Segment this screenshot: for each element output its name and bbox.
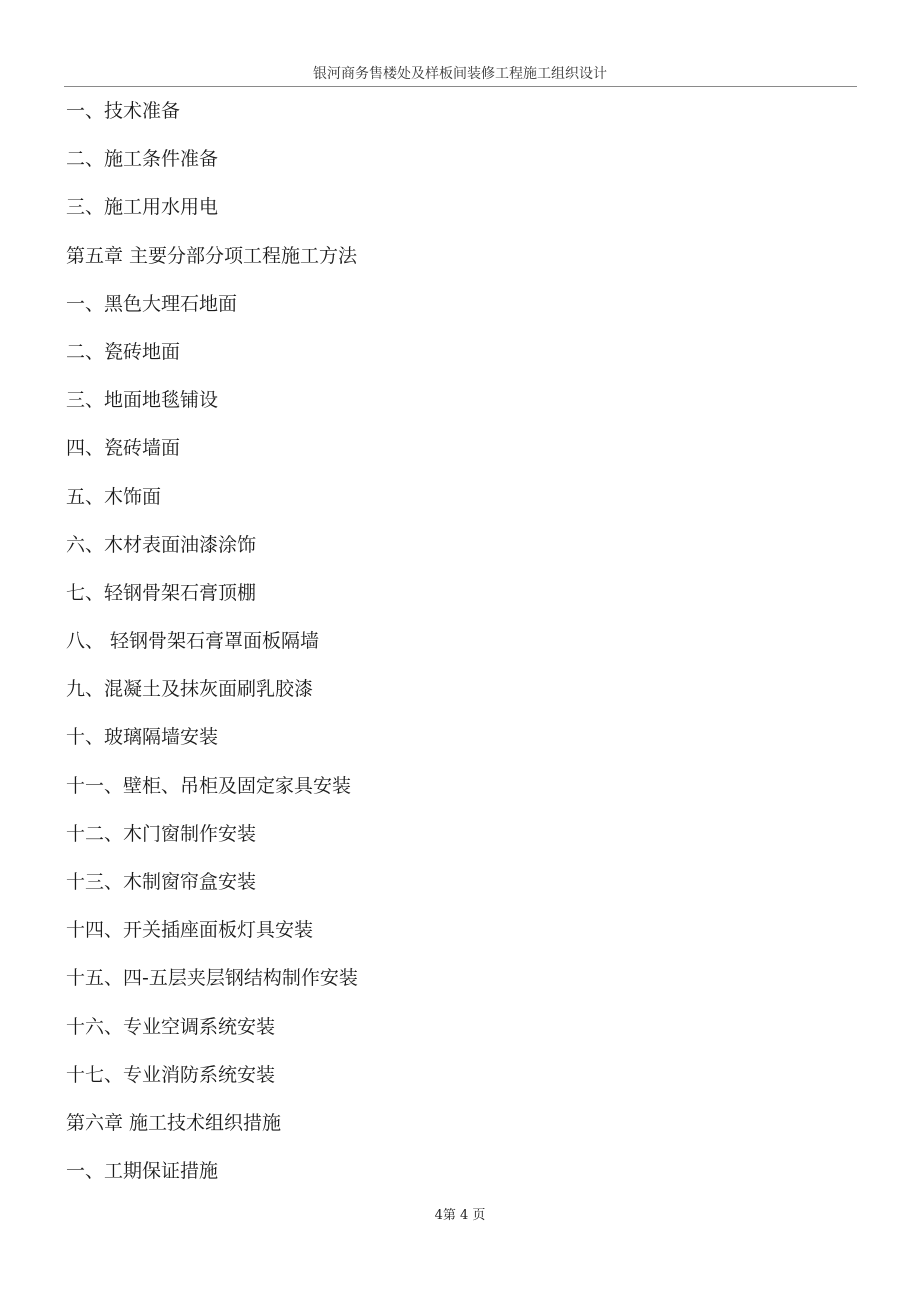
- toc-item: 十三、木制窗帘盒安装: [66, 871, 257, 893]
- toc-item: 五、木饰面: [66, 485, 162, 508]
- toc-item: 十七、专业消防系统安装: [66, 1063, 276, 1086]
- table-of-contents: [66, 96, 358, 1204]
- page-number: 4第 4 页: [434, 1208, 486, 1223]
- toc-item: 七、轻钢骨架石膏顶棚: [66, 581, 257, 604]
- page-header-title: 银河商务售楼处及样板间装修工程施工组织设计: [313, 66, 607, 82]
- header-divider: [64, 86, 857, 87]
- toc-item: 二、瓷砖地面: [66, 340, 181, 363]
- toc-item: 一、工期保证措施: [66, 1160, 219, 1183]
- toc-item: 四、瓷砖墙面: [66, 437, 181, 460]
- toc-item: 三、地面地毯铺设: [66, 389, 219, 412]
- toc-item: 一、黑色大理石地面: [66, 292, 238, 315]
- toc-item: 八、 轻钢骨架石膏罩面板隔墙: [66, 630, 320, 653]
- toc-item: 十六、专业空调系统安装: [66, 1015, 276, 1038]
- toc-chapter-heading: 第六章 施工技术组织措施: [66, 1111, 282, 1134]
- toc-item: 一、技术准备: [66, 100, 181, 122]
- toc-item: 十二、木门窗制作安装: [66, 822, 257, 845]
- toc-item: 六、木材表面油漆涂饰: [66, 533, 257, 556]
- toc-chapter-heading: 第五章 主要分部分项工程施工方法: [66, 244, 358, 267]
- toc-item: 十五、四-五层夹层钢结构制作安装: [66, 967, 358, 990]
- toc-item: 十一、壁柜、吊柜及固定家具安装: [66, 774, 352, 797]
- toc-item: 九、混凝土及抹灰面刷乳胶漆: [66, 678, 314, 701]
- toc-item: 十、玻璃隔墙安装: [66, 726, 219, 749]
- toc-item: 三、施工用水用电: [66, 196, 219, 219]
- toc-item: 十四、开关插座面板灯具安装: [66, 919, 314, 942]
- toc-item: 二、施工条件准备: [66, 148, 219, 171]
